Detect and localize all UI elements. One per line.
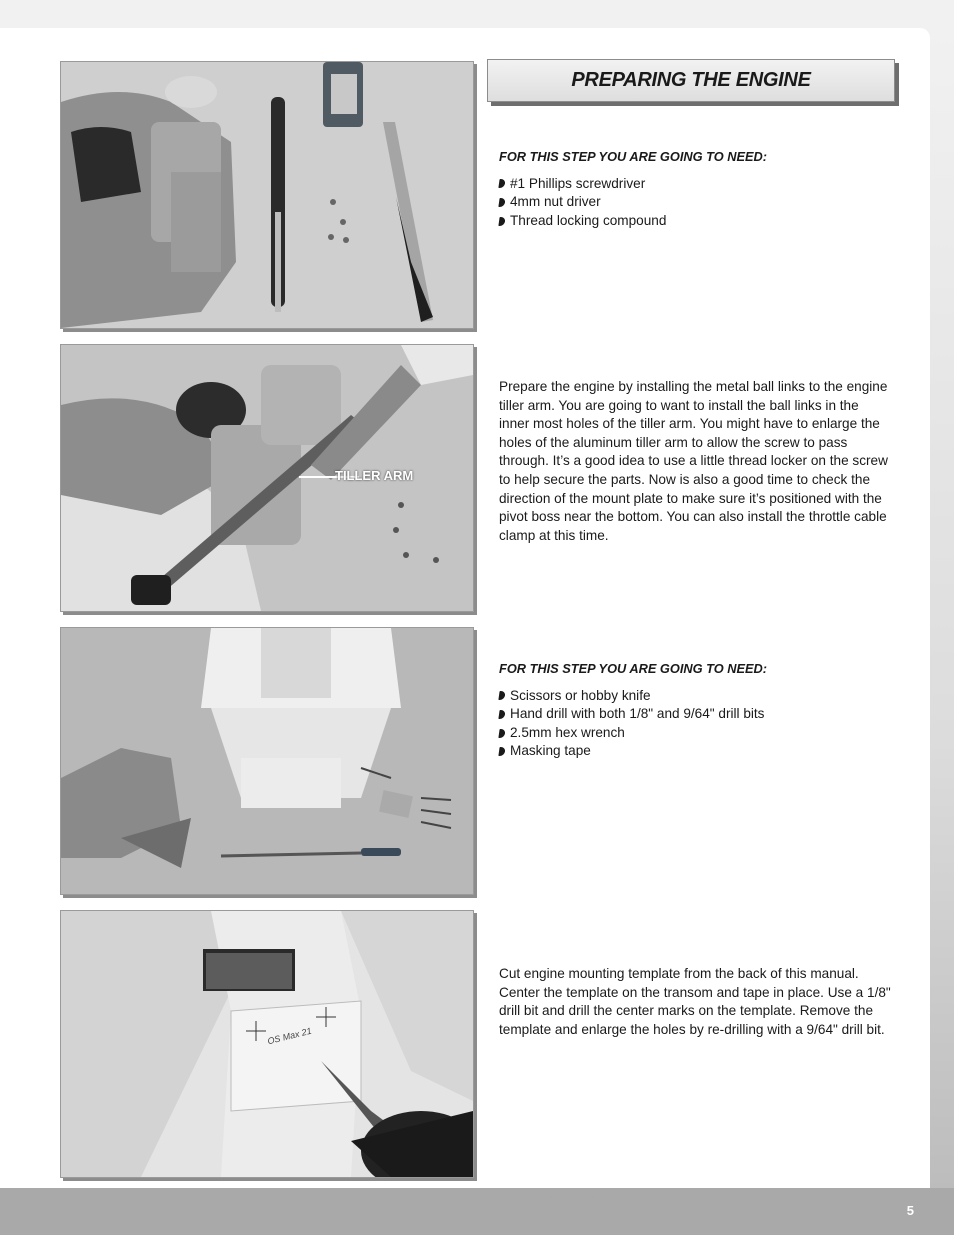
bullet-icon — [498, 217, 505, 226]
section-title: PREPARING THE ENGINE — [571, 69, 811, 91]
tool-label: 4mm nut driver — [510, 194, 601, 210]
step-2-instructions — [499, 378, 889, 545]
bullet-icon — [498, 198, 505, 207]
tool-label: #1 Phillips screwdriver — [510, 175, 646, 191]
bullet-icon — [498, 691, 505, 700]
list-item — [499, 212, 904, 231]
tool-list — [499, 175, 904, 231]
instruction-paragraph: Cut engine mounting template from the back of this manual. Center the template on the transom and tape in place. Use a 1/8" drill bit and drill the center marks on the template. Remove the template and enlarge the holes by re-drilling with a 9/64" drill bit. — [499, 966, 891, 1037]
tool-label: Thread locking compound — [510, 212, 667, 228]
list-item — [499, 193, 904, 212]
bullet-icon — [498, 710, 505, 719]
list-item — [499, 742, 904, 761]
instruction-paragraph: Prepare the engine by installing the metal ball links to the engine tiller arm. You are going to want to install the ball links in the inner most holes of the tiller arm. You might have to enlarge the holes of the aluminum tiller arm to allow the screw to pass through. It’s a good idea to use a little thread locker on the screw to help secure the parts. Now is also a good time to check the direction of the mount plate to make sure it’s positioned with the pivot boss near the bottom. You can also install the throttle cable clamp at this time. — [499, 379, 888, 543]
bullet-icon — [498, 729, 505, 738]
tool-label: 2.5mm hex wrench — [510, 724, 625, 740]
section-header — [487, 59, 895, 102]
needs-title: FOR THIS STEP YOU ARE GOING TO NEED: — [499, 149, 768, 164]
tool-label: Scissors or hobby knife — [510, 687, 651, 703]
needs-title: FOR THIS STEP YOU ARE GOING TO NEED: — [499, 661, 768, 676]
bullet-icon — [498, 179, 505, 188]
tiller-arm-callout: TILLER ARM — [335, 468, 414, 483]
step-1-needs — [499, 148, 904, 230]
photo-engine-tools — [60, 61, 474, 329]
photo-hull-parts — [60, 627, 474, 895]
step-3-needs — [499, 660, 904, 761]
footer-wave-border — [0, 1184, 954, 1198]
bullet-icon — [498, 747, 505, 756]
list-item — [499, 724, 904, 743]
list-item — [499, 175, 904, 194]
page-number: 5 — [906, 1203, 914, 1218]
template-label: OS Max 21 — [266, 1025, 313, 1047]
list-item — [499, 705, 904, 724]
tool-list — [499, 687, 904, 761]
tool-label: Masking tape — [510, 743, 591, 759]
tool-label: Hand drill with both 1/8" and 9/64" drill bits — [510, 706, 765, 722]
list-item — [499, 687, 904, 706]
photo-template-drilling — [60, 910, 474, 1178]
step-4-instructions — [499, 965, 899, 1039]
